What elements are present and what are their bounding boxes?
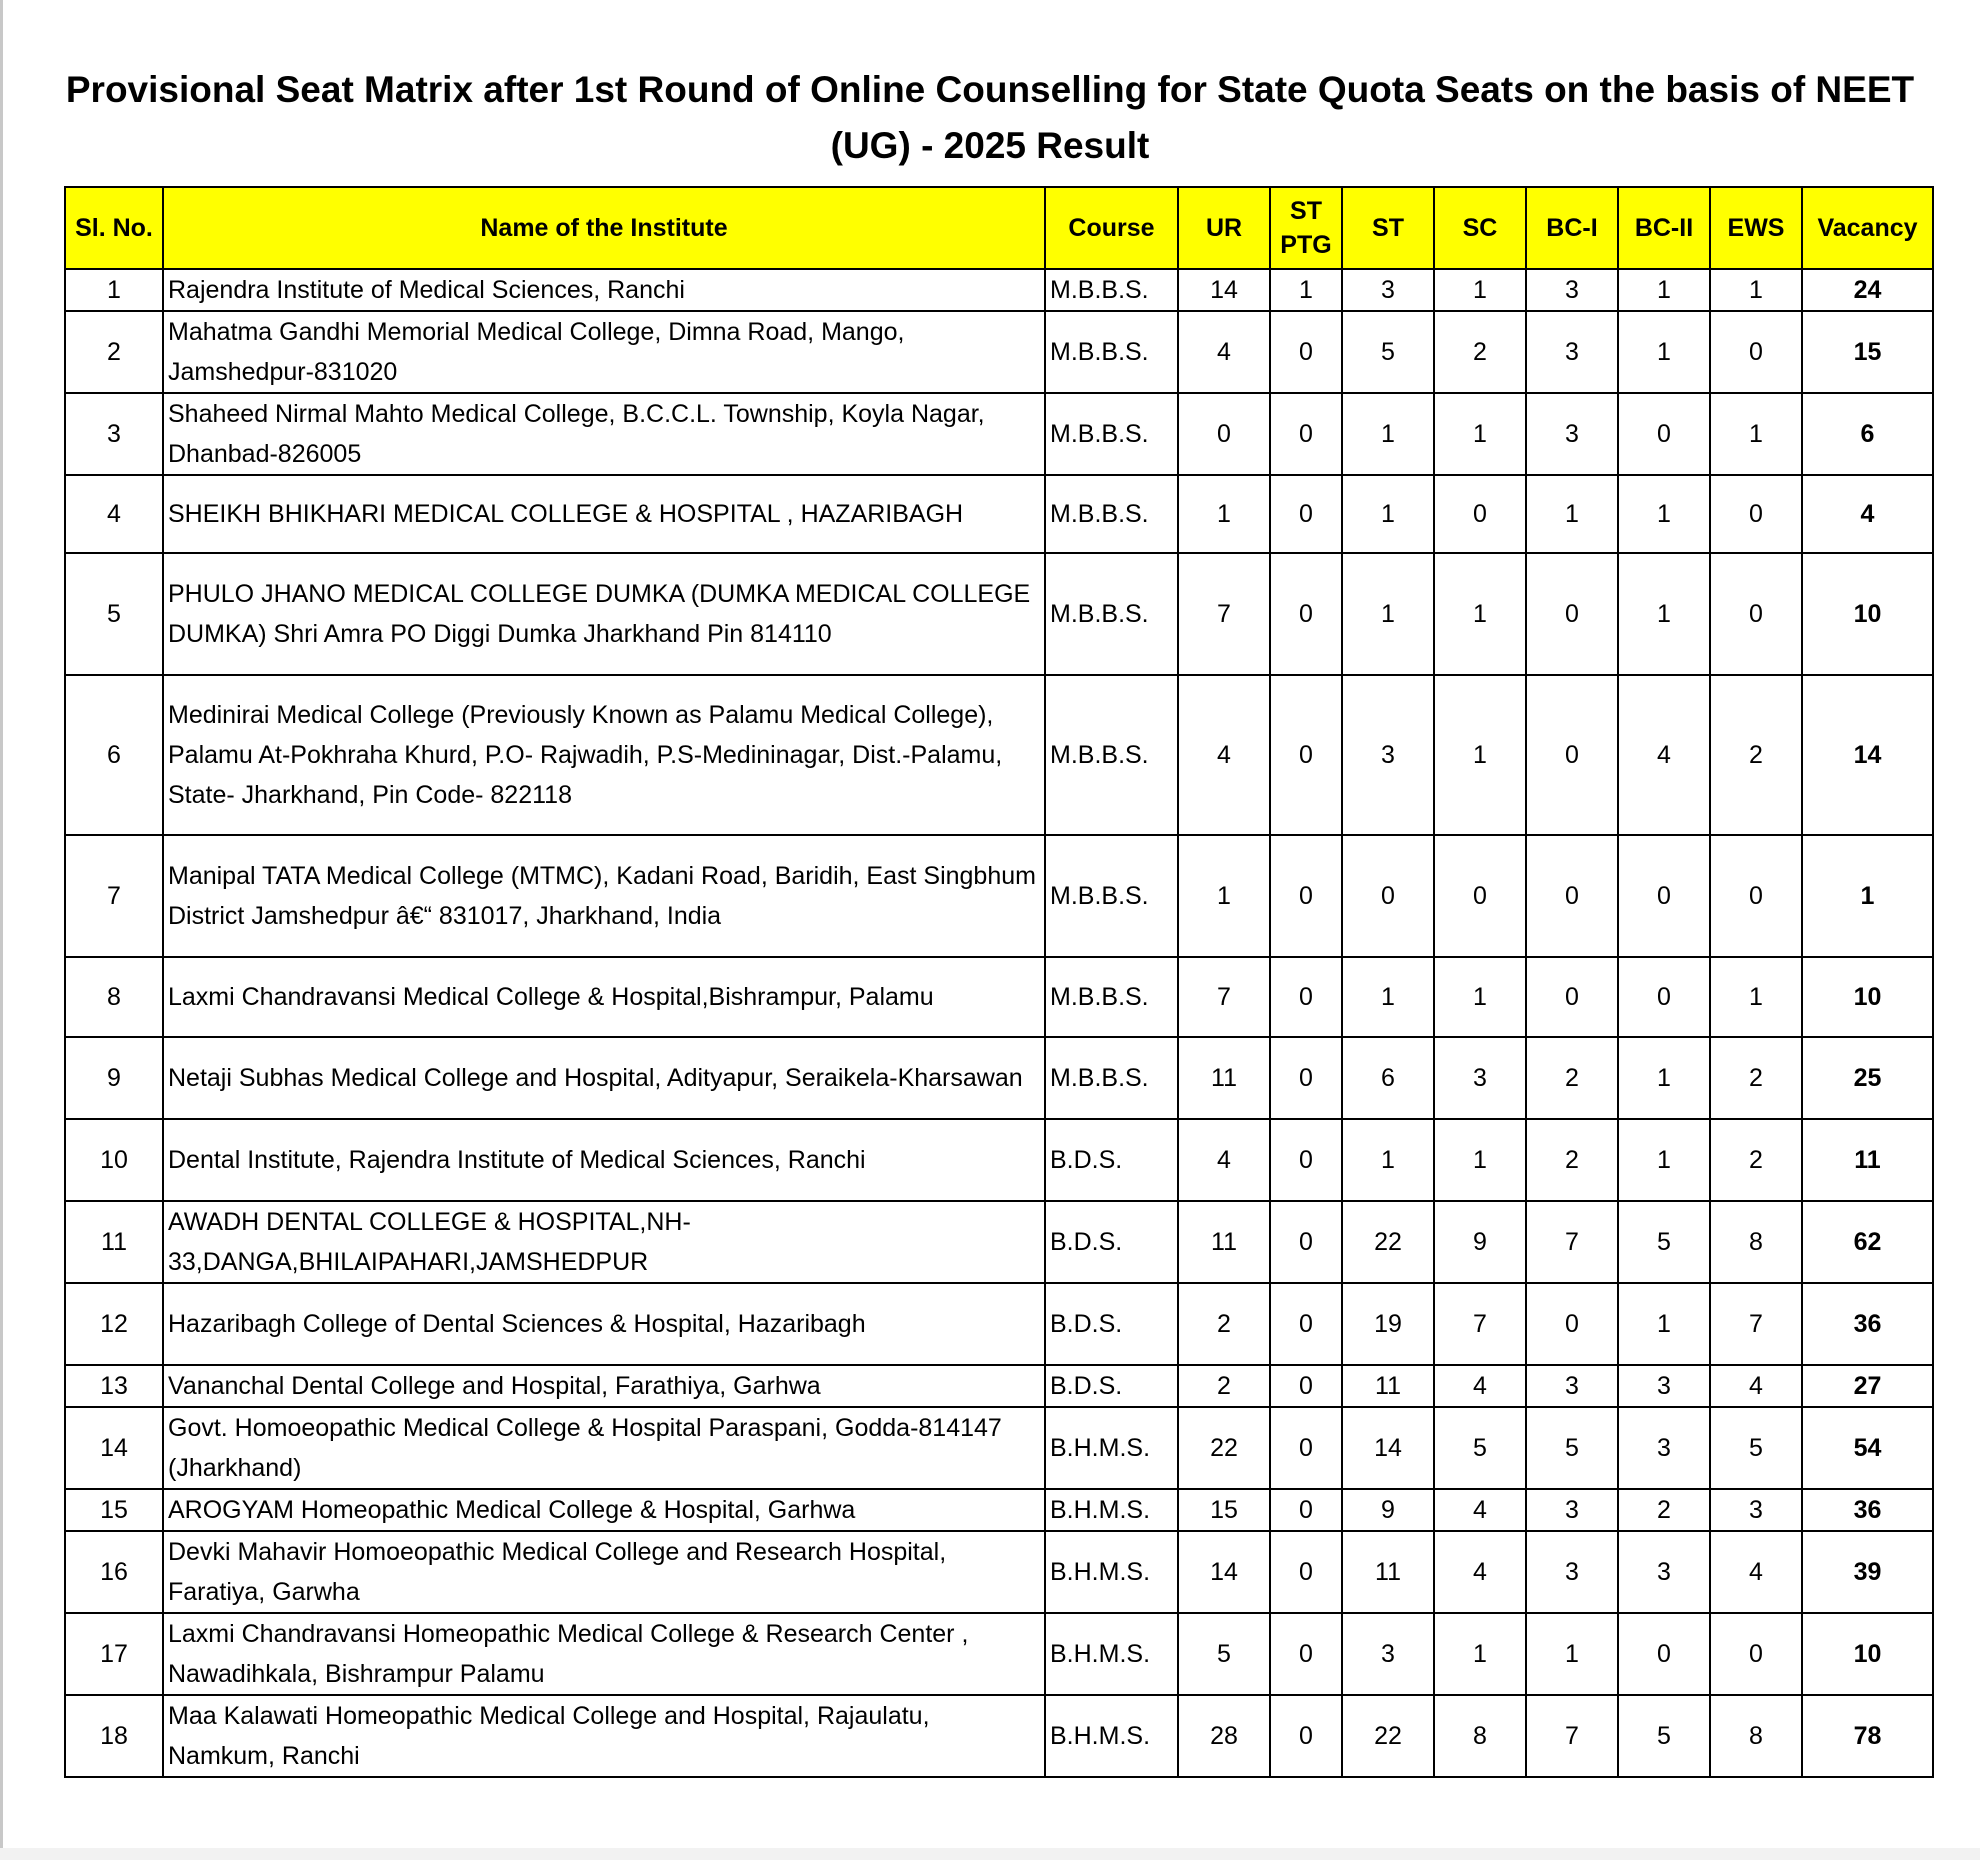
vacancy-cell: 6 — [1802, 393, 1933, 475]
institute-name-cell: Dental Institute, Rajendra Institute of Medical Sciences, Ranchi — [163, 1119, 1045, 1201]
table-row — [65, 1613, 1933, 1695]
institute-name-cell: Maa Kalawati Homeopathic Medical College and Hospital, Rajaulatu, Namkum, Ranchi — [163, 1695, 1045, 1777]
vacancy-cell: 39 — [1802, 1531, 1933, 1613]
institute-name-cell: SHEIKH BHIKHARI MEDICAL COLLEGE & HOSPITAL , HAZARIBAGH — [163, 475, 1045, 553]
sl-no-cell: 7 — [65, 835, 163, 957]
course-cell: M.B.B.S. — [1045, 269, 1178, 311]
bc-i-cell: 3 — [1526, 269, 1618, 311]
vacancy-cell: 15 — [1802, 311, 1933, 393]
st-ptg-cell: 0 — [1270, 393, 1342, 475]
bc-i-cell: 3 — [1526, 311, 1618, 393]
sl-no-cell: 8 — [65, 957, 163, 1037]
ur-cell: 28 — [1178, 1695, 1270, 1777]
sc-cell: 1 — [1434, 675, 1526, 835]
ews-cell: 7 — [1710, 1283, 1802, 1365]
institute-name-cell: Mahatma Gandhi Memorial Medical College, Dimna Road, Mango, Jamshedpur-831020 — [163, 311, 1045, 393]
col-header-vacancy: Vacancy — [1802, 187, 1933, 269]
sc-cell: 1 — [1434, 1119, 1526, 1201]
table-body — [65, 269, 1933, 1777]
ur-cell: 11 — [1178, 1037, 1270, 1119]
sc-cell: 5 — [1434, 1407, 1526, 1489]
bc-i-cell: 7 — [1526, 1695, 1618, 1777]
st-cell: 1 — [1342, 957, 1434, 1037]
ews-cell: 8 — [1710, 1201, 1802, 1283]
ews-cell: 1 — [1710, 957, 1802, 1037]
ews-cell: 3 — [1710, 1489, 1802, 1531]
ur-cell: 1 — [1178, 835, 1270, 957]
sc-cell: 4 — [1434, 1531, 1526, 1613]
st-cell: 11 — [1342, 1365, 1434, 1407]
table-row — [65, 1283, 1933, 1365]
sl-no-cell: 2 — [65, 311, 163, 393]
vacancy-cell: 54 — [1802, 1407, 1933, 1489]
table-row — [65, 1531, 1933, 1613]
bc-i-cell: 3 — [1526, 393, 1618, 475]
st-cell: 3 — [1342, 269, 1434, 311]
st-cell: 1 — [1342, 1119, 1434, 1201]
bc-ii-cell: 1 — [1618, 553, 1710, 675]
course-cell: B.H.M.S. — [1045, 1489, 1178, 1531]
ur-cell: 11 — [1178, 1201, 1270, 1283]
table-row — [65, 393, 1933, 475]
ur-cell: 7 — [1178, 553, 1270, 675]
sc-cell: 7 — [1434, 1283, 1526, 1365]
ews-cell: 4 — [1710, 1531, 1802, 1613]
st-ptg-cell: 0 — [1270, 1283, 1342, 1365]
table-row — [65, 675, 1933, 835]
ews-cell: 0 — [1710, 475, 1802, 553]
col-header-ur: UR — [1178, 187, 1270, 269]
ur-cell: 4 — [1178, 311, 1270, 393]
st-ptg-cell: 0 — [1270, 957, 1342, 1037]
ews-cell: 0 — [1710, 835, 1802, 957]
sc-cell: 4 — [1434, 1489, 1526, 1531]
st-cell: 3 — [1342, 675, 1434, 835]
bc-ii-cell: 0 — [1618, 957, 1710, 1037]
ews-cell: 0 — [1710, 553, 1802, 675]
table-row — [65, 957, 1933, 1037]
sc-cell: 1 — [1434, 269, 1526, 311]
st-ptg-cell: 0 — [1270, 1365, 1342, 1407]
bc-ii-cell: 5 — [1618, 1695, 1710, 1777]
ur-cell: 0 — [1178, 393, 1270, 475]
table-row — [65, 475, 1933, 553]
st-cell: 1 — [1342, 553, 1434, 675]
ews-cell: 2 — [1710, 1119, 1802, 1201]
st-ptg-cell: 0 — [1270, 835, 1342, 957]
vacancy-cell: 11 — [1802, 1119, 1933, 1201]
vacancy-cell: 27 — [1802, 1365, 1933, 1407]
institute-name-cell: Hazaribagh College of Dental Sciences & Hospital, Hazaribagh — [163, 1283, 1045, 1365]
sc-cell: 8 — [1434, 1695, 1526, 1777]
bc-ii-cell: 4 — [1618, 675, 1710, 835]
st-ptg-cell: 0 — [1270, 553, 1342, 675]
course-cell: M.B.B.S. — [1045, 957, 1178, 1037]
col-header-st-ptg: ST PTG — [1270, 187, 1342, 269]
course-cell: B.D.S. — [1045, 1119, 1178, 1201]
sl-no-cell: 16 — [65, 1531, 163, 1613]
st-cell: 22 — [1342, 1201, 1434, 1283]
sl-no-cell: 15 — [65, 1489, 163, 1531]
bc-ii-cell: 1 — [1618, 1283, 1710, 1365]
sl-no-cell: 1 — [65, 269, 163, 311]
bc-ii-cell: 2 — [1618, 1489, 1710, 1531]
institute-name-cell: Laxmi Chandravansi Homeopathic Medical College & Research Center , Nawadihkala, Bishrampur Palamu — [163, 1613, 1045, 1695]
bc-ii-cell: 1 — [1618, 311, 1710, 393]
st-ptg-cell: 0 — [1270, 675, 1342, 835]
ur-cell: 4 — [1178, 675, 1270, 835]
bc-ii-cell: 3 — [1618, 1365, 1710, 1407]
institute-name-cell: Medinirai Medical College (Previously Known as Palamu Medical College), Palamu At-Pokhraha Khurd, P.O- Rajwadih, P.S-Medininagar, Dist.-Palamu, State- Jharkhand, Pin Code- 822118 — [163, 675, 1045, 835]
institute-name-cell: Vananchal Dental College and Hospital, Farathiya, Garhwa — [163, 1365, 1045, 1407]
page-title: Provisional Seat Matrix after 1st Round of Online Counselling for State Quota Seats on the basis of NEET (UG) - 2025 Result — [65, 69, 1915, 166]
course-cell: B.H.M.S. — [1045, 1407, 1178, 1489]
sc-cell: 4 — [1434, 1365, 1526, 1407]
table-row — [65, 1695, 1933, 1777]
col-header-sl-no: Sl. No. — [65, 187, 163, 269]
ews-cell: 8 — [1710, 1695, 1802, 1777]
vacancy-cell: 36 — [1802, 1489, 1933, 1531]
ews-cell: 0 — [1710, 1613, 1802, 1695]
sl-no-cell: 9 — [65, 1037, 163, 1119]
ur-cell: 22 — [1178, 1407, 1270, 1489]
seat-matrix-table — [64, 186, 1934, 1778]
ews-cell: 5 — [1710, 1407, 1802, 1489]
col-header-sc: SC — [1434, 187, 1526, 269]
sl-no-cell: 17 — [65, 1613, 163, 1695]
st-cell: 0 — [1342, 835, 1434, 957]
st-cell: 1 — [1342, 393, 1434, 475]
institute-name-cell: Govt. Homoeopathic Medical College & Hospital Paraspani, Godda-814147 (Jharkhand) — [163, 1407, 1045, 1489]
vacancy-cell: 78 — [1802, 1695, 1933, 1777]
institute-name-cell: AROGYAM Homeopathic Medical College & Hospital, Garhwa — [163, 1489, 1045, 1531]
bc-ii-cell: 1 — [1618, 1037, 1710, 1119]
st-ptg-cell: 0 — [1270, 1119, 1342, 1201]
course-cell: B.H.M.S. — [1045, 1613, 1178, 1695]
bc-ii-cell: 1 — [1618, 269, 1710, 311]
institute-name-cell: AWADH DENTAL COLLEGE & HOSPITAL,NH-33,DANGA,BHILAIPAHARI,JAMSHEDPUR — [163, 1201, 1045, 1283]
institute-name-cell: Devki Mahavir Homoeopathic Medical College and Research Hospital, Faratiya, Garwha — [163, 1531, 1045, 1613]
sl-no-cell: 10 — [65, 1119, 163, 1201]
col-header-ews: EWS — [1710, 187, 1802, 269]
bc-i-cell: 3 — [1526, 1489, 1618, 1531]
sc-cell: 1 — [1434, 553, 1526, 675]
course-cell: M.B.B.S. — [1045, 1037, 1178, 1119]
bc-ii-cell: 5 — [1618, 1201, 1710, 1283]
table-row — [65, 1365, 1933, 1407]
bc-ii-cell: 3 — [1618, 1531, 1710, 1613]
bc-i-cell: 5 — [1526, 1407, 1618, 1489]
vacancy-cell: 10 — [1802, 1613, 1933, 1695]
bc-i-cell: 1 — [1526, 475, 1618, 553]
sl-no-cell: 13 — [65, 1365, 163, 1407]
ews-cell: 0 — [1710, 311, 1802, 393]
bc-i-cell: 1 — [1526, 1613, 1618, 1695]
table-row — [65, 1489, 1933, 1531]
st-cell: 5 — [1342, 311, 1434, 393]
ews-cell: 1 — [1710, 393, 1802, 475]
sc-cell: 1 — [1434, 957, 1526, 1037]
course-cell: M.B.B.S. — [1045, 553, 1178, 675]
course-cell: B.D.S. — [1045, 1365, 1178, 1407]
sc-cell: 0 — [1434, 475, 1526, 553]
course-cell: M.B.B.S. — [1045, 311, 1178, 393]
table-row — [65, 311, 1933, 393]
st-cell: 19 — [1342, 1283, 1434, 1365]
bc-ii-cell: 1 — [1618, 1119, 1710, 1201]
page-edge — [0, 0, 3, 1860]
st-ptg-cell: 0 — [1270, 311, 1342, 393]
st-ptg-cell: 0 — [1270, 1613, 1342, 1695]
sl-no-cell: 5 — [65, 553, 163, 675]
col-header-bc-ii: BC-II — [1618, 187, 1710, 269]
sc-cell: 1 — [1434, 393, 1526, 475]
st-ptg-cell: 0 — [1270, 1407, 1342, 1489]
ur-cell: 7 — [1178, 957, 1270, 1037]
sl-no-cell: 6 — [65, 675, 163, 835]
bc-i-cell: 3 — [1526, 1531, 1618, 1613]
sl-no-cell: 18 — [65, 1695, 163, 1777]
vacancy-cell: 14 — [1802, 675, 1933, 835]
institute-name-cell: Laxmi Chandravansi Medical College & Hospital,Bishrampur, Palamu — [163, 957, 1045, 1037]
st-ptg-cell: 0 — [1270, 1531, 1342, 1613]
table-row — [65, 1407, 1933, 1489]
col-header-institute: Name of the Institute — [163, 187, 1045, 269]
course-cell: B.D.S. — [1045, 1201, 1178, 1283]
bc-i-cell: 0 — [1526, 835, 1618, 957]
bc-i-cell: 0 — [1526, 553, 1618, 675]
sc-cell: 0 — [1434, 835, 1526, 957]
ur-cell: 4 — [1178, 1119, 1270, 1201]
col-header-course: Course — [1045, 187, 1178, 269]
vacancy-cell: 24 — [1802, 269, 1933, 311]
ur-cell: 15 — [1178, 1489, 1270, 1531]
ur-cell: 14 — [1178, 1531, 1270, 1613]
institute-name-cell: Shaheed Nirmal Mahto Medical College, B.C.C.L. Township, Koyla Nagar, Dhanbad-826005 — [163, 393, 1045, 475]
st-ptg-cell: 1 — [1270, 269, 1342, 311]
sl-no-cell: 4 — [65, 475, 163, 553]
st-cell: 6 — [1342, 1037, 1434, 1119]
sl-no-cell: 12 — [65, 1283, 163, 1365]
ur-cell: 14 — [1178, 269, 1270, 311]
institute-name-cell: PHULO JHANO MEDICAL COLLEGE DUMKA (DUMKA MEDICAL COLLEGE DUMKA) Shri Amra PO Diggi Dumka Jharkhand Pin 814110 — [163, 553, 1045, 675]
course-cell: B.D.S. — [1045, 1283, 1178, 1365]
table-row — [65, 553, 1933, 675]
st-cell: 1 — [1342, 475, 1434, 553]
ur-cell: 2 — [1178, 1283, 1270, 1365]
bc-ii-cell: 0 — [1618, 1613, 1710, 1695]
ews-cell: 4 — [1710, 1365, 1802, 1407]
ews-cell: 2 — [1710, 675, 1802, 835]
course-cell: B.H.M.S. — [1045, 1695, 1178, 1777]
ur-cell: 5 — [1178, 1613, 1270, 1695]
bc-i-cell: 3 — [1526, 1365, 1618, 1407]
sc-cell: 9 — [1434, 1201, 1526, 1283]
table-row — [65, 835, 1933, 957]
vacancy-cell: 25 — [1802, 1037, 1933, 1119]
vacancy-cell: 4 — [1802, 475, 1933, 553]
st-cell: 11 — [1342, 1531, 1434, 1613]
ur-cell: 2 — [1178, 1365, 1270, 1407]
vacancy-cell: 10 — [1802, 553, 1933, 675]
vacancy-cell: 62 — [1802, 1201, 1933, 1283]
vacancy-cell: 10 — [1802, 957, 1933, 1037]
institute-name-cell: Rajendra Institute of Medical Sciences, Ranchi — [163, 269, 1045, 311]
table-header-row — [65, 187, 1933, 269]
col-header-bc-i: BC-I — [1526, 187, 1618, 269]
institute-name-cell: Manipal TATA Medical College (MTMC), Kadani Road, Baridih, East Singbhum District Jamshedpur â€“ 831017, Jharkhand, India — [163, 835, 1045, 957]
vacancy-cell: 36 — [1802, 1283, 1933, 1365]
ews-cell: 1 — [1710, 269, 1802, 311]
course-cell: M.B.B.S. — [1045, 675, 1178, 835]
st-ptg-cell: 0 — [1270, 475, 1342, 553]
ur-cell: 1 — [1178, 475, 1270, 553]
bc-ii-cell: 1 — [1618, 475, 1710, 553]
bc-i-cell: 0 — [1526, 957, 1618, 1037]
bc-i-cell: 2 — [1526, 1119, 1618, 1201]
bc-i-cell: 7 — [1526, 1201, 1618, 1283]
sl-no-cell: 3 — [65, 393, 163, 475]
bc-i-cell: 0 — [1526, 675, 1618, 835]
st-cell: 22 — [1342, 1695, 1434, 1777]
vacancy-cell: 1 — [1802, 835, 1933, 957]
st-ptg-cell: 0 — [1270, 1489, 1342, 1531]
course-cell: M.B.B.S. — [1045, 393, 1178, 475]
table-row — [65, 1201, 1933, 1283]
sl-no-cell: 14 — [65, 1407, 163, 1489]
st-cell: 3 — [1342, 1613, 1434, 1695]
table-row — [65, 269, 1933, 311]
bc-ii-cell: 0 — [1618, 835, 1710, 957]
st-cell: 9 — [1342, 1489, 1434, 1531]
sl-no-cell: 11 — [65, 1201, 163, 1283]
sc-cell: 2 — [1434, 311, 1526, 393]
sc-cell: 3 — [1434, 1037, 1526, 1119]
bc-ii-cell: 0 — [1618, 393, 1710, 475]
st-ptg-cell: 0 — [1270, 1201, 1342, 1283]
bc-i-cell: 2 — [1526, 1037, 1618, 1119]
sc-cell: 1 — [1434, 1613, 1526, 1695]
st-cell: 14 — [1342, 1407, 1434, 1489]
table-row — [65, 1119, 1933, 1201]
bc-ii-cell: 3 — [1618, 1407, 1710, 1489]
bc-i-cell: 0 — [1526, 1283, 1618, 1365]
institute-name-cell: Netaji Subhas Medical College and Hospital, Adityapur, Seraikela-Kharsawan — [163, 1037, 1045, 1119]
ews-cell: 2 — [1710, 1037, 1802, 1119]
st-ptg-cell: 0 — [1270, 1695, 1342, 1777]
col-header-st: ST — [1342, 187, 1434, 269]
course-cell: M.B.B.S. — [1045, 835, 1178, 957]
table-row — [65, 1037, 1933, 1119]
page-bottom-edge — [0, 1848, 1980, 1860]
course-cell: B.H.M.S. — [1045, 1531, 1178, 1613]
course-cell: M.B.B.S. — [1045, 475, 1178, 553]
st-ptg-cell: 0 — [1270, 1037, 1342, 1119]
